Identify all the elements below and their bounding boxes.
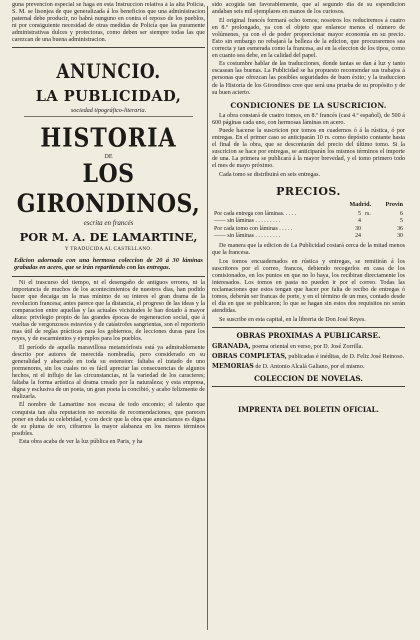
body-paragraph: Es costumbre hablar de las traducciones, donde tantas se dan á luz y tanto escasean las buenas. La Publicidad se ha propuesto recomendar sus trabajos á personas que ofrezcan las posibles seguridades de buen éxito; y la traduccion de la Historia de los Girondinos cree que será una prueba de su propósito y de su buen acierto. <box>212 61 405 96</box>
price-provincias: 36 <box>397 225 403 232</box>
obra-text: publicadas é inéditas, de D. Feliz José Reinoso. <box>288 353 405 360</box>
price-label: —— sin láminas . . . . . . . . . <box>214 232 281 239</box>
divider <box>12 276 205 277</box>
obra-title: OBRAS COMPLETAS, <box>212 352 287 360</box>
body-paragraph: sido acogida tan favorablemente, que al segundo dia de su espendicion andaban seis mil ejemplares en manos de los curiosos. <box>212 2 405 16</box>
body-paragraph: El período de aquella maravillosa metamórfosis está ya admirablemente descrito por autores de merecida nombradía, pero considerado en su generalidad y abarcado en toda su estension: faltaba el tratado de uno pormenores, sin los cuales no es fácil apreciar las consecuencias de algunos hechos, ni el influjo de las circunstancias, ni la variedad de los caracteres; faltaba la forma artística al drama creado por la naturaleza; y esta empresa, digna y esclusiva de un poeta, un gran poeta la concibió, y acabo felizmente de realizarla. <box>12 344 205 400</box>
author-line: POR M. A. DE LAMARTINE, <box>19 230 198 245</box>
condiciones-paragraph: Cada tomo se distribuirá en seis entregas. <box>219 171 321 178</box>
divider <box>212 327 405 328</box>
price-madrid: 5 <box>358 211 361 218</box>
anuncio-heading: ANUNCIO. <box>56 60 161 84</box>
intro-paragraph: guna prevencion especial se haga en esta Instruccion relativa á la alta Policía, S. M. se lisonjea de que generalizada á los beneficios que una administracion paternal debe producir, no habrá nunguno en contra el reposo de los pueblos, ni por consiguiente necesidad de otras medidas de Policía que las puramente administrativas dulces y protectoras, como deben ser siempre todas las que carezcan de una buena administracion. <box>12 2 205 44</box>
obra-item <box>212 353 405 361</box>
obra-text: de D. Antonio Alcalá Galiano, por el mismo. <box>255 363 365 370</box>
price-madrid: 24 <box>355 232 361 239</box>
left-column <box>12 2 205 634</box>
precios-table <box>212 202 405 240</box>
body-paragraph: El original francés formará ocho tomos; nosotros los reduciremos á cuatro en 8.º prolongado, ya con el objeto que enlarece menos el número de volúmenes, ya con el de poder proporcionar mayor economía en su precio. Esto sin embargo no rebajará la belleza de la edicion, que procuraremos sea correcta y tan esmerada como la francesa, asi en la eleccion de los tipos, como en cuanto sea debe, en la calidad del papel. <box>212 17 405 59</box>
body-paragraph: De manera que la edicion de La Publicidad costará cerca de la mitad menos que la francesa. <box>212 243 405 257</box>
condiciones-paragraph: Puede hacerse la suscricion por tomos en cuadernos ó á la rústica, ó por entregas. En el primer caso se anticiparán 10 rs. como depósito contante hasta el final de la obra, que se descontarán del precio del último tomo. Si la suscricion se hace por entregas, se anticiparán los mismos términos el importe de una. La primera se publicará á la mayor brevedad, y el tomo primero todo el mes de mayo próximo. <box>212 128 405 170</box>
condiciones-heading: CONDICIONES DE LA SUSCRICION. <box>230 100 387 110</box>
precios-column-provincias: Provin <box>385 202 403 209</box>
imprenta-footer: IMPRENTA DEL BOLETIN OFICIAL. <box>238 404 379 414</box>
right-column <box>212 2 405 634</box>
coleccion-heading: COLECCION DE NOVELAS. <box>254 373 363 383</box>
obra-title: MEMORIAS <box>212 362 254 370</box>
divider <box>212 386 405 387</box>
price-unit: rs. <box>365 211 371 218</box>
price-label: Por cada entrega con láminas. . . . . <box>214 211 297 218</box>
historia-title: HISTORIA <box>40 122 177 154</box>
body-paragraph: Ni el trascurso del tiempo, ni el desengaño de antiguos errores, ni la importancia de muchos de los acontecimientos de nuestros dias, han podido hacer que decaiga un la mas mínimo de su interes el gran drama de la revolucion francesa; antes parece que la distancia, el progreso de las ideas y la comparacion entre aquellas y las actuales vicisitudes le han dotado á mayor altura: privilegio propio de las grandes épocas de regeneracion social, que á vueltas de vergonzosos estravíos y de catástrofes sangrientas, son el reportorio mas útil de reglas prácticas para los gobiernos, de lecciones duras para los reyes, y de escarmientos y ejemplos para los pueblos. <box>12 279 205 343</box>
body-paragraph: Se suscribe en esta capital, en la libreria de Don José Reyes. <box>219 316 366 323</box>
price-madrid: 4 <box>358 218 361 225</box>
price-label: —— sin láminas . . . . . . . . . <box>214 218 281 225</box>
price-unit <box>363 233 373 240</box>
condiciones-paragraph: La obra constará de cuatro tomos, en 8.º francés (casi 4.º español), de 500 á 600 páginas cada uno, con hermosas láminas en acero. <box>212 112 405 126</box>
divider <box>24 116 193 117</box>
traducida-line: Y TRADUCIDA AL CASTELLANO. <box>64 246 153 253</box>
obra-text: poema oriental en verso, por D. José Zorrilla. <box>252 343 363 350</box>
obra-item <box>212 363 405 371</box>
precios-column-madrid: Madrid. <box>349 202 371 209</box>
price-madrid: 30 <box>355 225 361 232</box>
precios-blank-header <box>212 202 331 211</box>
body-paragraph: Esta obra acaba de ver la luz pública en Paris, y ha <box>19 439 143 446</box>
price-unit <box>363 226 373 233</box>
price-provincias: 6 <box>400 211 403 218</box>
edicion-note: Edicion adornada con una hermosa coleccion de 20 á 30 láminas grabadas en acero, que se irán repartiendo con las entregas. <box>14 257 203 272</box>
price-provincias: 5 <box>400 218 403 225</box>
column-rule <box>207 6 208 630</box>
publicidad-heading: LA PUBLICIDAD, <box>35 88 182 106</box>
precios-heading: PRECIOS. <box>276 185 341 199</box>
obra-title: GRANADA, <box>212 342 251 350</box>
girondinos-title: LOS GIRONDINOS, <box>16 159 201 220</box>
table-row <box>212 218 405 225</box>
obras-heading: OBRAS PROXIMAS A PUBLICARSE. <box>236 330 381 340</box>
newspaper-page <box>6 2 406 634</box>
table-row <box>212 226 405 233</box>
de-word: DE <box>104 154 113 161</box>
divider <box>12 47 205 48</box>
table-row <box>212 233 405 240</box>
table-row <box>212 211 405 218</box>
body-paragraph: El nombre de Lamartine nos escusa de todo encomio; el talento que conquista tan alta reputacion no necesita de recomendaciones, que parecen poner en duda su celebridad, y con decir que la obra que anunciamos es digna de su pluma de oro, cifrarnos la mayor alabanza en los menos términos posibles. <box>12 402 205 437</box>
body-paragraph: Los tomos encuadernados en rústica y entregas, se remitirán á los suscritores por el correo, francos, debiendo recogerlos en casa de los comisionados, en los puntos en que no lo haya, los recibiran directamente los interesados. Los tomos en pasta no pueden ir por el correo. Todas las reclamaciones que estos tengan que hacer por falta de recibo de entregas ó tomos, deberán ser francas de porte, y en el término de un mes, contado desde el dia en que se publicaron; lo que se hagan sin estos dos requisitos no serán atendidas. <box>212 258 405 314</box>
price-label: Por cada tomo con láminas . . . . . <box>214 225 293 232</box>
obra-item <box>212 343 405 351</box>
escrita-line: escrita en francés <box>83 219 134 228</box>
price-provincias: 30 <box>397 232 403 239</box>
price-unit <box>363 218 373 225</box>
sociedad-subtitle: sociedad tipográfico-literaria. <box>70 107 147 115</box>
